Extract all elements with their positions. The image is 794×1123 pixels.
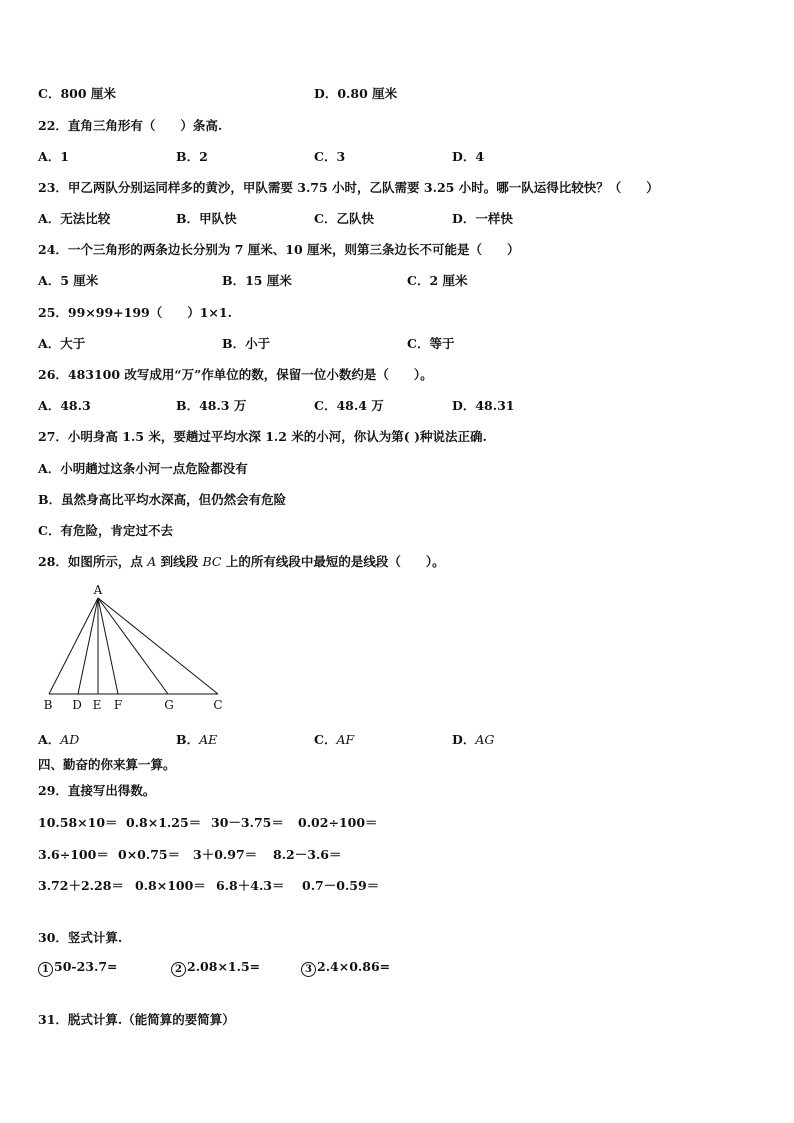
label-g: G [164, 698, 174, 712]
q28-stem-post: 上的所有线段中最短的是线段（ ）。 [221, 554, 445, 569]
q28-option-d-text: AG [475, 732, 495, 747]
q29-r3-c2: 0.8×100＝ [135, 878, 206, 893]
q28-option-b [176, 730, 217, 748]
circled-number-2: 2 [171, 962, 186, 977]
q22-stem: 22．直角三角形有（ ）条高. [38, 118, 223, 133]
q24-option-b: B．15 厘米 [222, 273, 292, 288]
q28-option-a-prefix: A． [38, 732, 61, 747]
q25-option-b: B．小于 [222, 336, 271, 351]
q28-stem-mid: 到线段 [156, 554, 203, 569]
q29-r1-c3: 30－3.75＝ [211, 815, 284, 830]
q22-option-a: A．1 [38, 149, 69, 164]
circled-number-1: 1 [38, 962, 53, 977]
q27-option-c: C．有危险，肯定过不去 [38, 523, 173, 538]
q29-r1-c2: 0.8×1.25＝ [126, 815, 202, 830]
q29-r3-c3: 6.8＋4.3＝ [216, 878, 285, 893]
q29-r2-c2: 0×0.75＝ [118, 847, 181, 862]
q27-option-a: A．小明趟过这条小河一点危险都没有 [38, 461, 248, 476]
q26-option-d: D．48.31 [452, 398, 515, 413]
q30-item-2 [171, 959, 260, 977]
q30-item-3 [301, 959, 390, 977]
label-a: A [93, 583, 103, 597]
label-b: B [43, 698, 53, 712]
q26-option-c: C．48.4 万 [314, 398, 384, 413]
q27-option-b: B．虽然身高比平均水深高，但仍然会有危险 [38, 492, 287, 507]
q29-stem: 29．直接写出得数。 [38, 783, 156, 798]
q28-option-a-text: AD [60, 732, 80, 747]
q30-expr-3: 2.4×0.86= [317, 959, 391, 974]
q28-option-b-prefix: B． [176, 732, 200, 747]
triangle-figure [38, 582, 238, 714]
q25-stem: 25．99×99+199（ ）1×1. [38, 305, 232, 320]
q23-option-c: C．乙队快 [314, 211, 374, 226]
q28-option-d-prefix: D． [452, 732, 476, 747]
q29-r2-c1: 3.6÷100＝ [38, 847, 109, 862]
q29-r1-c4: 0.02÷100＝ [298, 815, 378, 830]
q28-option-d [452, 730, 494, 748]
q28-option-a [38, 730, 79, 748]
q28-stem [38, 552, 445, 570]
section-4-title: 四、勤奋的你来算一算。 [38, 757, 176, 772]
q22-option-b: B．2 [176, 149, 208, 164]
label-e: E [92, 698, 102, 712]
segment-ab [49, 598, 98, 694]
q30-expr-2: 2.08×1.5= [187, 959, 261, 974]
q23-option-b: B．甲队快 [176, 211, 237, 226]
q21-option-c: C．800 厘米 [38, 86, 116, 101]
q26-option-b: B．48.3 万 [176, 398, 247, 413]
q30-item-1 [38, 959, 118, 977]
q25-option-c: C．等于 [407, 336, 455, 351]
q22-option-c: C．3 [314, 149, 346, 164]
q29-r2-c4: 8.2－3.6＝ [273, 847, 342, 862]
circled-number-3: 3 [301, 962, 316, 977]
q26-stem: 26．483100 改写成用“万”作单位的数，保留一位小数约是（ ）。 [38, 367, 433, 382]
label-c: C [213, 698, 223, 712]
q23-option-a: A．无法比较 [38, 211, 111, 226]
q28-option-b-text: AE [199, 732, 218, 747]
label-f: F [113, 698, 123, 712]
q28-stem-pre: 28．如图所示，点 [38, 554, 148, 569]
q21-option-d: D．0.80 厘米 [314, 86, 398, 101]
q26-option-a: A．48.3 [38, 398, 91, 413]
q23-option-d: D．一样快 [452, 211, 513, 226]
q24-option-c: C．2 厘米 [407, 273, 468, 288]
q25-option-a: A．大于 [38, 336, 86, 351]
q29-r1-c1: 10.58×10＝ [38, 815, 118, 830]
q28-option-c-prefix: C． [314, 732, 337, 747]
label-d: D [72, 698, 82, 712]
segment-ad [78, 598, 98, 694]
q22-option-d: D．4 [452, 149, 485, 164]
q27-stem: 27．小明身高 1.5 米，要趟过平均水深 1.2 米的小河，你认为第( )种说法正确. [38, 429, 487, 444]
q29-r2-c3: 3＋0.97＝ [193, 847, 258, 862]
q30-expr-1: 50-23.7= [54, 959, 118, 974]
q30-stem: 30．竖式计算. [38, 930, 123, 945]
q28-segment-bc: BC [202, 554, 222, 569]
q29-r3-c1: 3.72＋2.28＝ [38, 878, 124, 893]
q23-stem: 23．甲乙两队分别运同样多的黄沙，甲队需要 3.75 小时，乙队需要 3.25 小时。哪一队运得比较快？（ ） [38, 180, 659, 195]
q24-option-a: A．5 厘米 [38, 273, 99, 288]
q29-r3-c4: 0.7－0.59＝ [302, 878, 380, 893]
q31-stem: 31．脱式计算.（能简算的要简算） [38, 1012, 235, 1027]
q28-option-c [314, 730, 354, 748]
q28-point-a: A [147, 554, 157, 569]
q24-stem: 24．一个三角形的两条边长分别为 7 厘米、10 厘米，则第三条边长不可能是（ ） [38, 242, 520, 257]
q28-option-c-text: AF [336, 732, 355, 747]
